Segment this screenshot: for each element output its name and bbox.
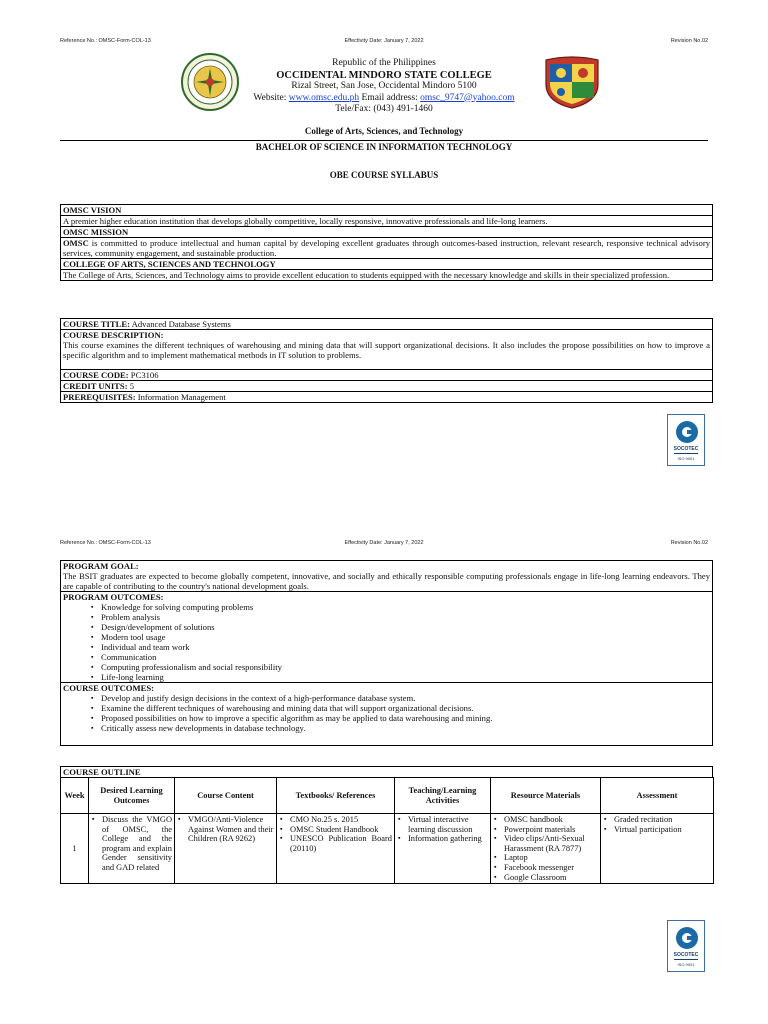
- credit-units-label: CREDIT UNITS:: [63, 381, 128, 391]
- program-goal-heading: [61, 561, 712, 571]
- syllabus-page-2: [0, 512, 768, 1024]
- cast-heading: COLLEGE OF ARTS, SCIENCES AND TECHNOLOGY: [61, 259, 712, 270]
- list-item: ▪ Graded recitation: [603, 815, 711, 825]
- references-list: [279, 815, 392, 853]
- course-outcomes-heading: COURSE OUTCOMES:: [63, 683, 154, 693]
- institution-address: Rizal Street, San Jose, Occidental Mindoro 5100: [291, 81, 477, 91]
- column-header-materials: Resource Materials: [491, 778, 601, 814]
- badge-divider: [674, 453, 698, 454]
- list-item: ▪ Laptop: [493, 853, 598, 863]
- certification-badge: [667, 414, 705, 466]
- effectivity-date: Effectivity Date: January 7, 2022: [344, 38, 424, 44]
- course-outline-table: [60, 777, 714, 884]
- mission-text: [61, 238, 712, 259]
- email-label: Email address:: [359, 92, 421, 103]
- course-title-value: Advanced Database Systems: [129, 319, 231, 329]
- list-item: ▪ VMGO/Anti-Violence Against Women and their Children (RA 9262): [177, 815, 274, 844]
- list-item: ▪ Modern tool usage: [91, 632, 710, 642]
- socotec-logo-icon: [676, 421, 698, 443]
- list-item: ▪ Proposed possibilities on how to improve a specific algorithm as may be applied to data warehousing and mining.: [91, 713, 710, 723]
- column-header-week: Week: [61, 778, 89, 814]
- course-title-label: COURSE TITLE:: [63, 319, 130, 329]
- list-item: ▪ Life-long learning: [91, 672, 710, 682]
- assessment-cell: [601, 814, 714, 884]
- revision-number: Revision No.02: [670, 38, 708, 44]
- telfax-line: Tele/Fax: (043) 491-1460: [335, 104, 433, 114]
- list-item: ▪ Information gathering: [397, 834, 488, 844]
- vision-mission-box: [60, 204, 713, 281]
- page-reference-line: [60, 38, 708, 48]
- column-header-activities: Teaching/Learning Activities: [395, 778, 491, 814]
- outcomes-list: [91, 815, 172, 873]
- list-item: ▪ Individual and team work: [91, 642, 710, 652]
- course-title-row: [61, 319, 712, 330]
- course-outline-heading: COURSE OUTLINE: [60, 766, 713, 777]
- badge-name: SOCOTEC: [673, 446, 699, 452]
- program-outcomes-list: [63, 602, 710, 682]
- badge-name: SOCOTEC: [673, 952, 699, 958]
- reference-number: Reference No.: OMSC-Form-COL-13: [60, 540, 151, 546]
- table-row: [61, 814, 714, 884]
- list-item: ▪ Facebook messenger: [493, 863, 598, 873]
- list-item: ▪ Develop and justify design decisions in the context of a high-performance database system.: [91, 693, 710, 703]
- table-header-row: [61, 778, 714, 814]
- course-code-row: [61, 370, 712, 381]
- certification-badge: [667, 920, 705, 972]
- column-header-references: Textbooks/ References: [277, 778, 395, 814]
- course-code-value: PC3106: [128, 370, 159, 380]
- vision-heading: OMSC VISION: [61, 205, 712, 216]
- credit-units-value: 5: [127, 381, 135, 391]
- outcomes-cell: [89, 814, 175, 884]
- assessment-list: [603, 815, 711, 834]
- badge-certification: ISO 9001: [677, 456, 695, 461]
- credit-units-row: [61, 381, 712, 392]
- college-crest-logo: [540, 54, 604, 110]
- institution-name: OCCIDENTAL MINDORO STATE COLLEGE: [276, 69, 492, 81]
- mission-heading: OMSC MISSION: [61, 227, 712, 238]
- list-item: ▪ Virtual participation: [603, 825, 711, 835]
- list-item: ▪ Video clips/Anti-Sexual Harassment (RA 7877): [493, 834, 598, 853]
- course-code-label: COURSE CODE:: [63, 370, 129, 380]
- course-outcomes-section: [61, 683, 712, 745]
- program-name: BACHELOR OF SCIENCE IN INFORMATION TECHNOLOGY: [60, 140, 708, 152]
- program-goal-text: The BSIT graduates are expected to become globally competent, innovative, and socially and ethically responsible computing professionals engage in life-long learning endeavors. They are capable of contributing to the country's national development goals.: [63, 571, 710, 591]
- list-item: ▪ Communication: [91, 652, 710, 662]
- materials-list: [493, 815, 598, 882]
- list-item: ▪ Design/development of solutions: [91, 622, 710, 632]
- website-label: Website:: [253, 92, 289, 103]
- institution-header: [200, 58, 568, 116]
- contact-line: [200, 93, 568, 105]
- program-outcomes-heading: PROGRAM OUTCOMES:: [63, 592, 164, 602]
- course-outcomes-list: [63, 693, 710, 733]
- list-item: ▪ Examine the different techniques of warehousing and mining data that will support organizational decisions.: [91, 703, 710, 713]
- prerequisites-value: Information Management: [135, 392, 226, 402]
- content-cell: [175, 814, 277, 884]
- list-item: ▪ OMSC Student Handbook: [279, 825, 392, 835]
- activities-cell: [395, 814, 491, 884]
- list-item: ▪ UNESCO Publication Board (20110): [279, 834, 392, 853]
- column-header-outcomes: Desired Learning Outcomes: [89, 778, 175, 814]
- list-item: ▪ Discuss the VMGO of OMSC, the College and the program and explain Gender sensitivity and GAD related: [91, 815, 172, 873]
- page-reference-line: [60, 540, 708, 550]
- course-description-label: COURSE DESCRIPTION:: [63, 330, 164, 340]
- program-outcomes-section: [61, 592, 712, 683]
- course-info-box: [60, 318, 713, 403]
- column-header-assessment: Assessment: [601, 778, 714, 814]
- email-link[interactable]: omsc_9747@yahoo.com: [420, 92, 515, 103]
- list-item: ▪ Critically assess new developments in database technology.: [91, 723, 710, 733]
- vision-text: A premier higher education institution that develops globally competitive, locally responsive, innovative professionals and life-long learners.: [61, 216, 712, 227]
- list-item: ▪ Knowledge for solving computing problems: [91, 602, 710, 612]
- cast-text: The College of Arts, Sciences, and Technology aims to provide excellent education to students equipped with the necessary knowledge and skills in their specialized profession.: [63, 270, 670, 280]
- course-description-heading: [61, 330, 712, 340]
- list-item: ▪ Problem analysis: [91, 612, 710, 622]
- revision-number: Revision No.02: [670, 540, 708, 546]
- list-item: ▪ Computing professionalism and social responsibility: [91, 662, 710, 672]
- badge-certification: ISO 9001: [677, 962, 695, 967]
- content-list: [177, 815, 274, 844]
- prerequisites-row: [61, 392, 712, 402]
- website-link[interactable]: www.omsc.edu.ph: [288, 92, 360, 103]
- prerequisites-label: PREREQUISITES:: [63, 392, 136, 402]
- program-goal-label: PROGRAM GOAL:: [63, 561, 139, 571]
- list-item: ▪ Powerpoint materials: [493, 825, 598, 835]
- effectivity-date: Effectivity Date: January 7, 2022: [344, 540, 424, 546]
- republic-line: Republic of the Philippines: [332, 58, 436, 68]
- list-item: ▪ CMO No.25 s. 2015: [279, 815, 392, 825]
- syllabus-title: OBE COURSE SYLLABUS: [329, 170, 439, 180]
- badge-divider: [674, 959, 698, 960]
- socotec-logo-icon: [676, 927, 698, 949]
- program-info-box: [60, 560, 713, 746]
- list-item: ▪ OMSC handbook: [493, 815, 598, 825]
- activities-list: [397, 815, 488, 844]
- mission-lead: OMSC: [63, 238, 89, 248]
- college-name: College of Arts, Sciences, and Technology: [304, 126, 464, 136]
- week-cell: 1: [61, 814, 89, 884]
- course-description-text: This course examines the different techniques of warehousing and mining data that will support organizational decisions. It also includes the propose possibilities on how to improve a specific algorithm and to implement mathematical methods in IT solution to problems.: [61, 340, 712, 370]
- materials-cell: [491, 814, 601, 884]
- column-header-content: Course Content: [175, 778, 277, 814]
- list-item: ▪ Virtual interactive learning discussion: [397, 815, 488, 834]
- list-item: ▪ Google Classroom: [493, 873, 598, 883]
- references-cell: [277, 814, 395, 884]
- reference-number: Reference No.: OMSC-Form-COL-13: [60, 38, 151, 44]
- mission-body: is committed to produce intellectual and human capital by developing excellent graduates through outcomes-based instruction, relevant research, responsive technical advisory services, community engagement, and sustainable production.: [63, 238, 710, 258]
